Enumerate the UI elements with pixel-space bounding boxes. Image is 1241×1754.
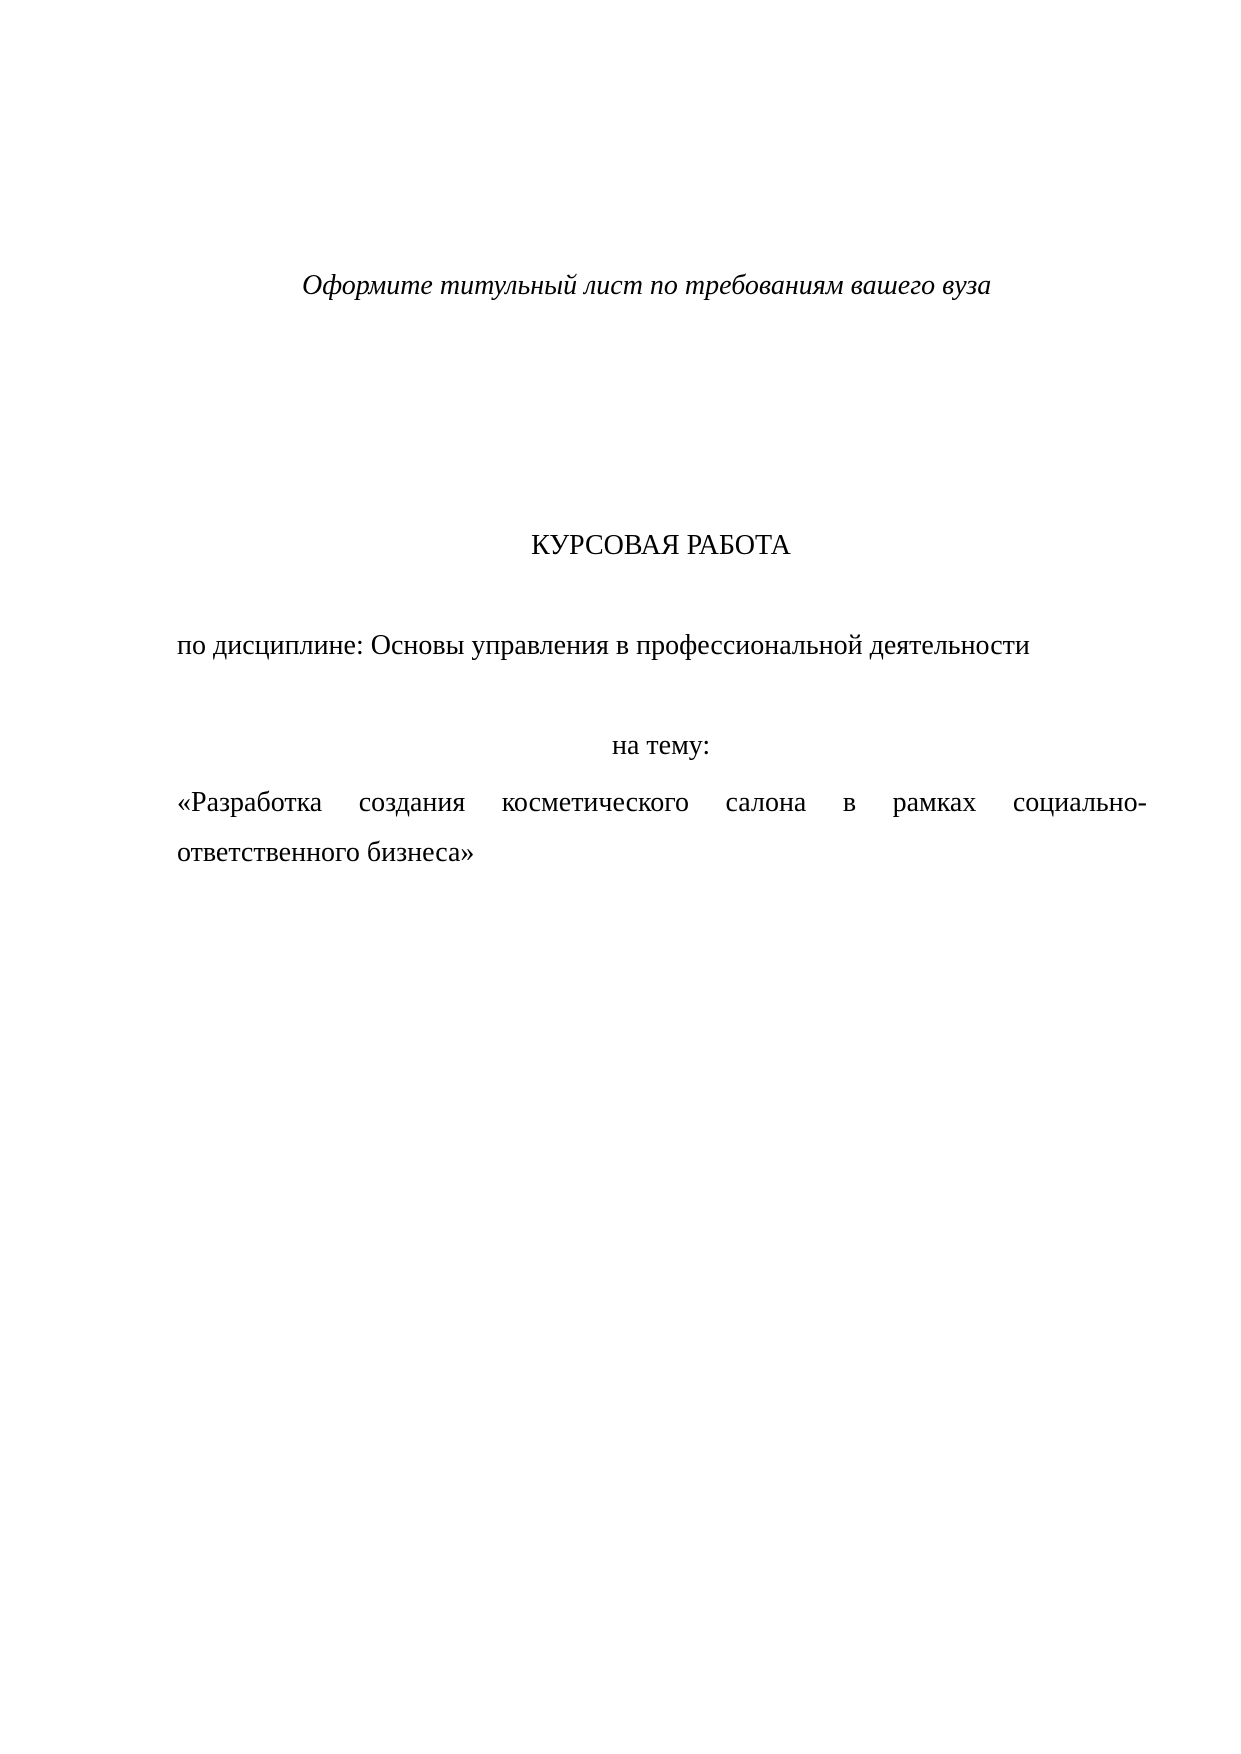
topic-title: «Разработка создания косметического салона в рамках социально-ответственного бизнеса» [177,787,1147,868]
work-type-heading: КУРСОВАЯ РАБОТА [531,530,791,561]
discipline-line: по дисциплине: Основы управления в профессиональной деятельности [177,630,1030,661]
topic-label: на тему: [612,730,711,761]
instruction-note: Оформите титульный лист по требованиям вашего вуза [302,270,992,301]
